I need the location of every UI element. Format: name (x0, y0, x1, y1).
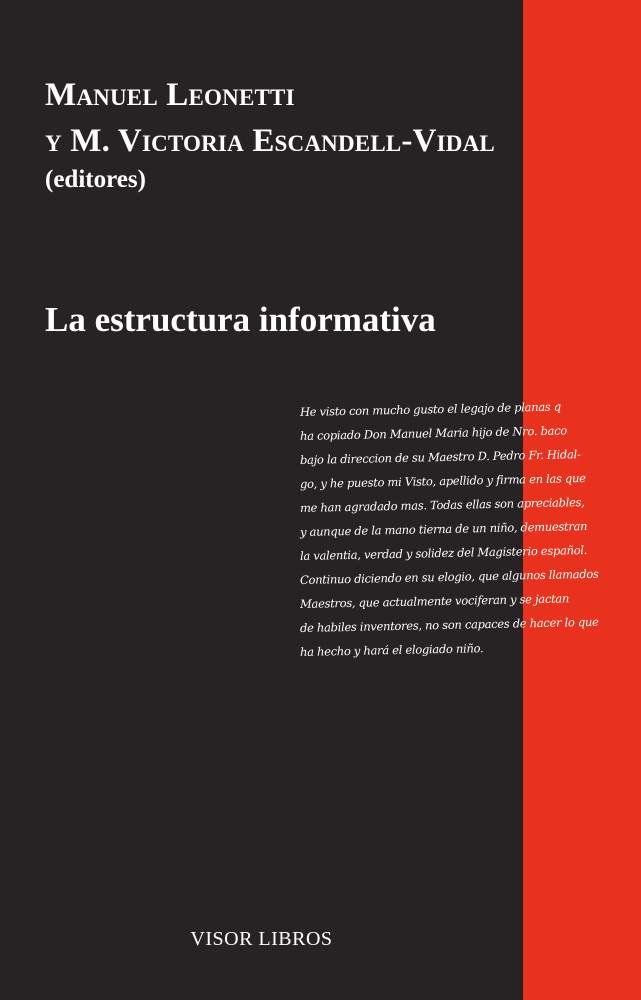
manuscript-line: Maestros, que actualmente vociferan y se jactan (299, 591, 570, 611)
manuscript-line: y aunque de la mano tierna de un niño, demuestran (299, 518, 588, 539)
manuscript-line: ha copiado Don Manuel Maria hijo de Nro. baco (299, 423, 568, 443)
book-title: La estructura informativa (45, 300, 436, 339)
manuscript-line: Continuo diciendo en su elogio, que algunos llamados (299, 566, 599, 587)
author-line-1: Manuel Leonetti (45, 77, 295, 113)
manuscript-line: la valentia, verdad y solidez del Magisterio español. (299, 542, 588, 563)
manuscript-line: ha hecho y hará el elogiado niño. (299, 641, 484, 659)
manuscript-line: bajo la direccion de su Maestro D. Pedro Fr. Hidal- (299, 447, 581, 467)
author-line-2: y M. Victoria Escandell-Vidal (45, 123, 495, 159)
manuscript-line: me han agradado mas. Todas ellas son apreciables, (299, 495, 585, 515)
editors-label: (editores) (45, 166, 146, 193)
manuscript-excerpt (300, 400, 605, 664)
publisher-name: VISOR LIBROS (190, 928, 333, 950)
author-block (45, 72, 495, 196)
manuscript-line: de habiles inventores, no son capaces de hacer lo que (299, 614, 599, 635)
manuscript-line: go, y he puesto mi Visto, apellido y firma en las que (299, 471, 586, 491)
manuscript-line: He visto con mucho gusto el legajo de planas q (299, 399, 561, 419)
